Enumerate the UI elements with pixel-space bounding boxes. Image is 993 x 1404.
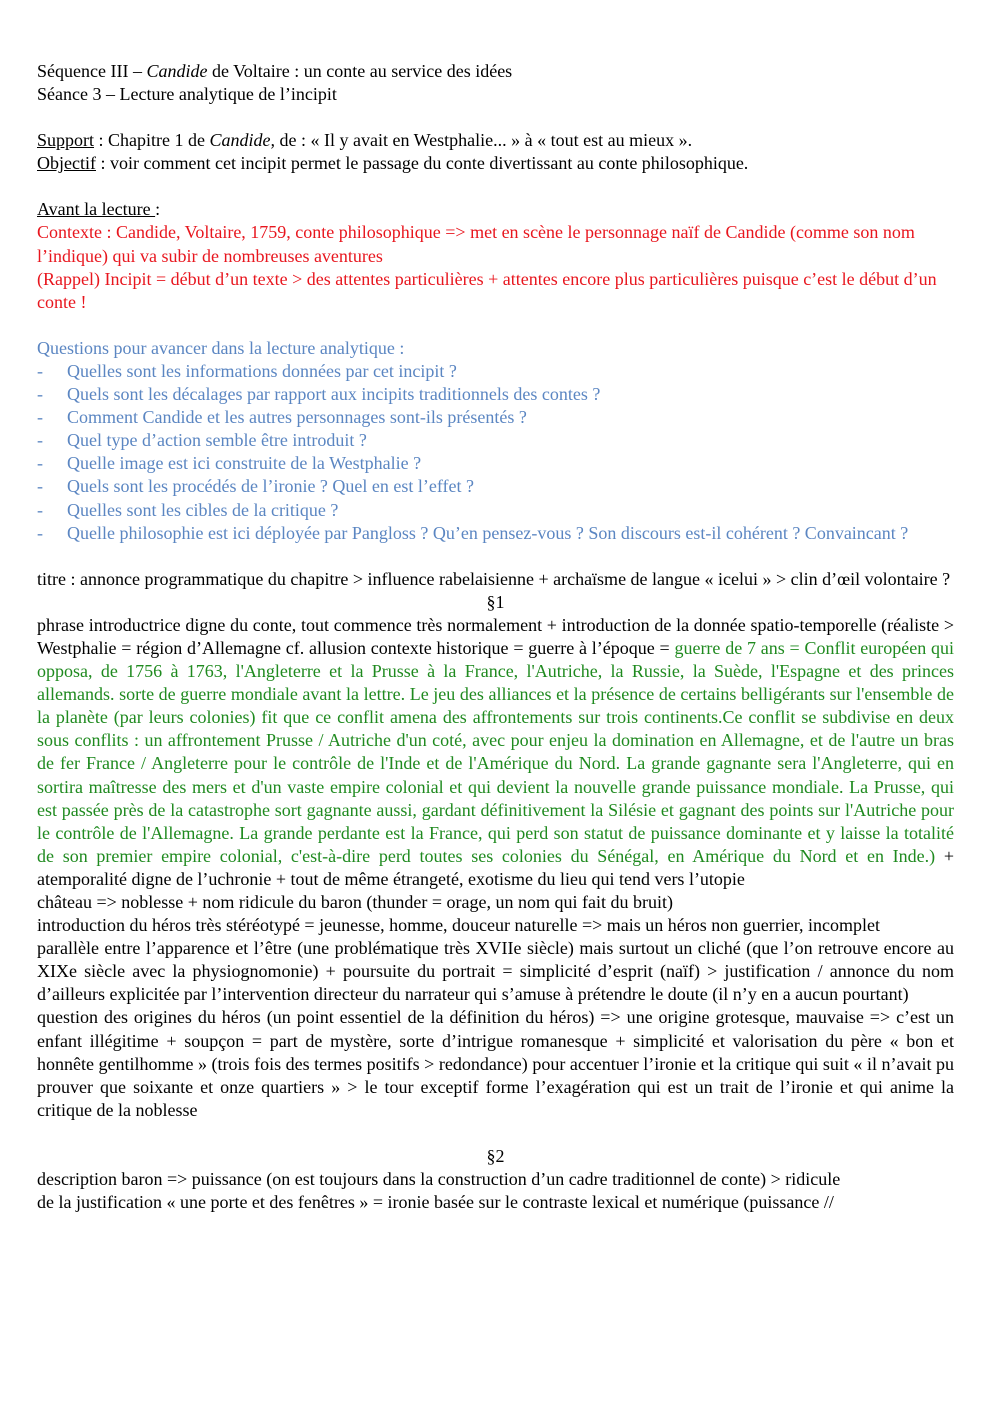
rappel-paragraph: (Rappel) Incipit = début d’un texte > des attentes particulières + attentes encore plus particulières puisque c’est le début d’un conte ! <box>37 268 937 312</box>
heros-note: introduction du héros très stéréotypé = jeunesse, homme, douceur naturelle => mais un héros non guerrier, incomplet <box>37 915 881 936</box>
support-label: Support <box>37 130 95 151</box>
support-line: Support : Chapitre 1 de Candide, de : « Il y avait en Westphalie... » à « tout est au mieux ». <box>37 130 693 151</box>
titre-note: titre : annonce programmatique du chapitre > influence rabelaisienne + archaïsme de langue « icelui » > clin d’œil volontaire ? <box>37 568 951 589</box>
avant-lecture-heading: Avant la lecture : <box>37 199 161 220</box>
list-item: - Comment Candide et les autres personnages sont-ils présentés ? <box>37 407 527 428</box>
section-2-line-1: description baron => puissance (on est toujours dans la construction d’un cadre traditionnel de conte) > ridicule <box>37 1169 841 1190</box>
list-item: - Quelle philosophie est ici déployée par Pangloss ? Qu’en pensez-vous ? Son discours est-il cohérent ? Convaincant ? <box>37 522 909 543</box>
list-item: - Quels sont les procédés de l’ironie ? Quel en est l’effet ? <box>37 476 475 497</box>
objectif-line: Objectif : voir comment cet incipit permet le passage du conte divertissant au conte philosophique. <box>37 153 749 174</box>
historical-context-note: guerre de 7 ans = Conflit européen qui opposa, de 1756 à 1763, l'Angleterre et la Prusse à la France, l'Autriche, la Russie, la Suède, l'Espagne et des princes allemands. sorte de guerre mondiale avant la lettre. Le jeu des alliances et la présence de certains belligérants sur l'ensemble de la planète (par leurs colonies) fit que ce conflit amena des affrontements sur trois continents.Ce conflit se subdivise en deux sous conflits : un affrontement Prusse / Autriche d'un coté, avec pour enjeu la domination en Allemagne, et de l'autre un bras de fer France / Angleterre pour le contrôle de l'Inde et de l'Amérique du Nord. La grande gagnante sera l'Angleterre, qui en sortira maîtresse des mers et d'un vaste empire colonial et qui devient la nouvelle grande puissance mondiale. La Prusse, qui est passée près de la catastrophe sort gagnante aussi, gardant définitivement la Silésie et gagnant des points sur l'Autriche pour le contrôle de l'Allemagne. La grande perdante est la France, qui perd son statut de puissance dominante et y laisse la totalité de son premier empire colonial, c'est-à-dire perd toutes ses colonies du Sénégal, en Amérique du Nord et en Inde.) <box>37 637 954 866</box>
parallele-note: parallèle entre l’apparence et l’être (une problématique très XVIIe siècle) mais surtout un cliché (que l’on retrouve encore au XIXe siècle avec la physiognomonie) + poursuite du portrait = simplicité d’esprit (naïf) > justification / annonce du nom d’ailleurs explicitée par l’intervention directeur du narrateur qui s’amuse à prétendre le doute (il n’y en a aucun pourtant) <box>37 938 954 1005</box>
contexte-paragraph: Contexte : Candide, Voltaire, 1759, conte philosophique => met en scène le personnage naïf de Candide (comme son nom l’indique) qui va subir de nombreuses aventures <box>37 222 915 266</box>
chateau-note: château => noblesse + nom ridicule du baron (thunder = orage, un nom qui fait du bruit) <box>37 892 673 912</box>
list-item: - Quelles sont les cibles de la critique ? <box>37 499 339 520</box>
objectif-label: Objectif <box>37 153 96 174</box>
section-2-heading: §2 <box>486 1145 505 1166</box>
section-2-line-2: de la justification « une porte et des fenêtres » = ironie basée sur le contraste lexical et numérique (puissance // <box>37 1192 834 1213</box>
questions-list <box>37 360 954 545</box>
document-page <box>37 60 954 1214</box>
section-1-heading: §1 <box>486 591 505 612</box>
origines-note: question des origines du héros (un point essentiel de la définition du héros) => une origine grotesque, mauvaise => c’est un enfant illégitime + soupçon = part de mystère, sorte d’intrigue romanesque + simplicité et valorisation du père « bon et honnête gentilhomme » (trois fois des termes positifs > redondance) pour accentuer l’ironie et la critique qui suit « il n’avait pu prouver que soixante et onze quartiers » > le tour exceptif forme l’exagération qui est un trait de l’ironie et qui anime la critique de la noblesse <box>37 1007 954 1120</box>
sequence-title: Séquence III – Candide de Voltaire : un conte au service des idées <box>37 61 513 81</box>
questions-title: Questions pour avancer dans la lecture analytique : <box>37 337 405 358</box>
list-item: - Quels sont les décalages par rapport aux incipits traditionnels des contes ? <box>37 384 601 405</box>
list-item: - Quelle image est ici construite de la Westphalie ? <box>37 453 422 474</box>
seance-title: Séance 3 – Lecture analytique de l’incipit <box>37 84 337 105</box>
list-item: - Quel type d’action semble être introduit ? <box>37 430 367 451</box>
list-item: - Quelles sont les informations données par cet incipit ? <box>37 360 457 381</box>
section-1-intro: phrase introductrice digne du conte, tout commence très normalement + introduction de la donnée spatio-temporelle (réaliste > Westphalie = région d’Allemagne cf. allusion contexte historique = guerre à l’époque = guerre de 7 ans = Conflit européen qui opposa, de 1756 à 1763, l'Angleterre et la Prusse à la France, l'Autriche, la Russie, la Suède, l'Espagne et des princes allemands. sorte de guerre mondiale avant la lettre. Le jeu des alliances et la présence de certains belligérants sur l'ensemble de la planète (par leurs colonies) fit que ce conflit amena des affrontements sur trois continents.Ce conflit se subdivise en deux sous conflits : un affrontement Prusse / Autriche d'un coté, avec pour enjeu la domination en Allemagne, et de l'autre un bras de fer France / Angleterre pour le contrôle de l'Inde et de l'Amérique du Nord. La grande gagnante sera l'Angleterre, qui en sortira maîtresse des mers et d'un vaste empire colonial et qui devient la nouvelle grande puissance mondiale. La Prusse, qui est passée près de la catastrophe sort gagnante aussi, gardant définitivement la Silésie et gagnant des points sur l'Autriche pour le contrôle de l'Allemagne. La grande perdante est la France, qui perd son statut de puissance dominante et y laisse la totalité de son premier empire colonial, c'est-à-dire perd toutes ses colonies du Sénégal, en Amérique du Nord et en Inde.) + atemporalité digne de l’uchronie + tout de même étrangeté, exotisme du lieu qui tend vers l’utopie <box>37 614 954 889</box>
